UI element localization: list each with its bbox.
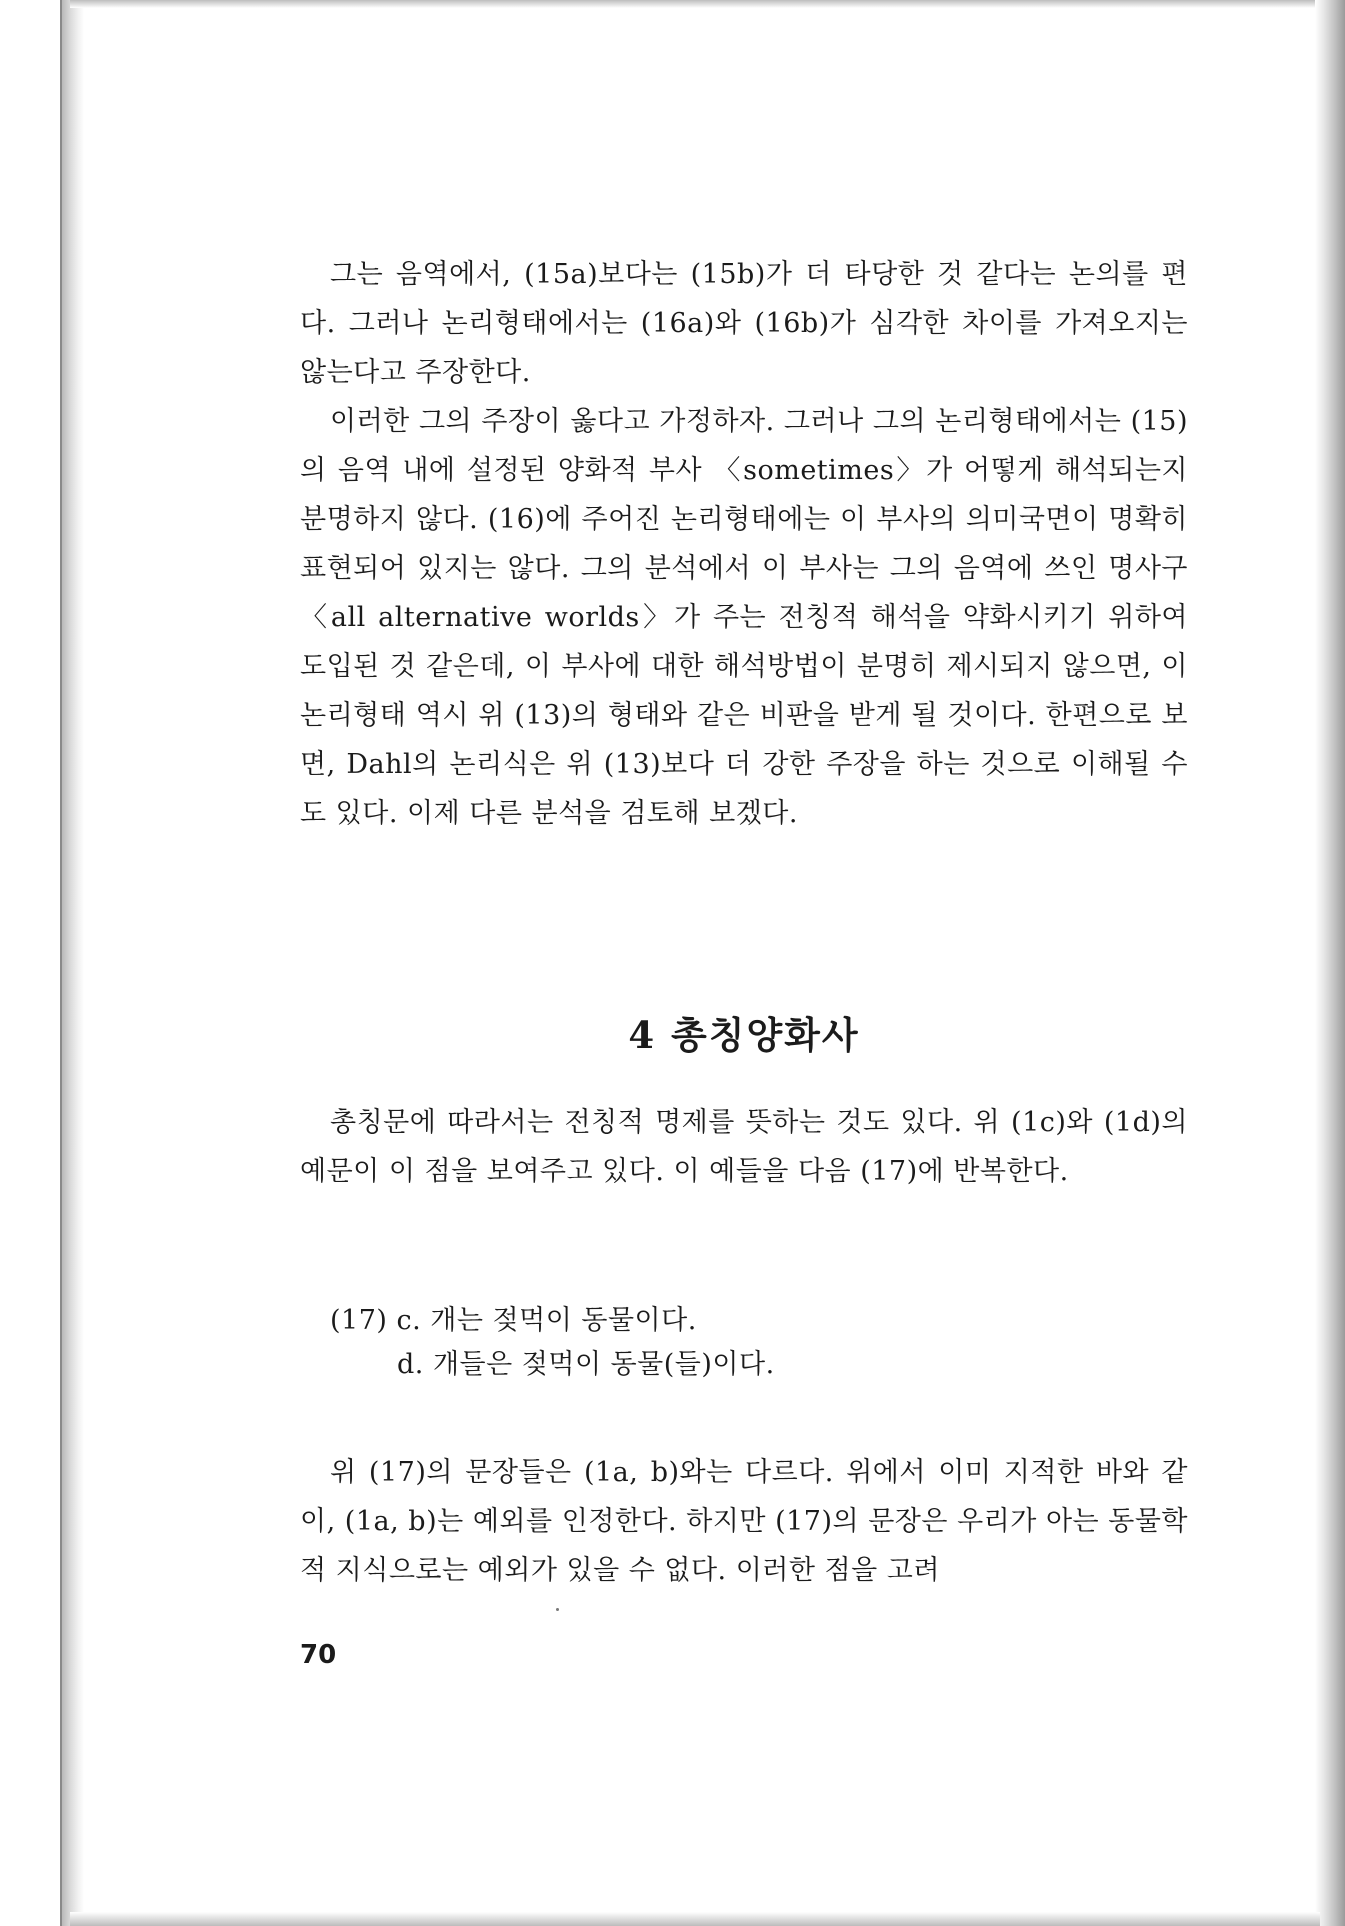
paragraph-1: 그는 음역에서, (15a)보다는 (15b)가 더 타당한 것 같다는 논의를 편다. 그러나 논리형태에서는 (16a)와 (16b)가 심각한 차이를 가져오지는 않는다고 주장한다. bbox=[300, 259, 1188, 388]
page-bottom-edge bbox=[70, 1912, 1320, 1926]
paragraph-4: 위 (17)의 문장들은 (1a, b)와는 다르다. 위에서 이미 지적한 바와 같이, (1a, b)는 예외를 인정한다. 하지만 (17)의 문장은 우리가 아는 동물학적 지식으로는 예외가 있을 수 없다. 이러한 점을 고려 bbox=[300, 1457, 1188, 1586]
page-right-edge bbox=[1315, 0, 1345, 1926]
paragraph-2: 이러한 그의 주장이 옳다고 가정하자. 그러나 그의 논리형태에서는 (15)의 음역 내에 설정된 양화적 부사 〈sometimes〉가 어떻게 해석되는지 분명하지 않다. (16)에 주어진 논리형태에는 이 부사의 의미국면이 명확히 표현되어 있지는 않다. 그의 분석에서 이 부사는 그의 음역에 쓰인 명사구 〈all alternative worlds〉가 주는 전칭적 해석을 약화시키기 위하여 도입된 것 같은데, 이 부사에 대한 해석방법이 분명히 제시되지 않으면, 이 논리형태 역시 위 (13)의 형태와 같은 비판을 받게 될 것이다. 한편으로 보면, Dahl의 논리식은 위 (13)보다 더 강한 주장을 하는 것으로 이해될 수도 있다. 이제 다른 분석을 검토해 보겠다. bbox=[300, 406, 1188, 829]
section-text-block bbox=[300, 1098, 1188, 1196]
section-heading: 4 총칭양화사 bbox=[628, 1013, 860, 1057]
example-line-c: (17) c. 개는 젖먹이 동물이다. bbox=[330, 1305, 697, 1336]
scan-speck bbox=[556, 1608, 559, 1611]
page-left-edge bbox=[60, 0, 84, 1926]
bottom-text-block bbox=[300, 1448, 1188, 1595]
paragraph-3: 총칭문에 따라서는 전칭적 명제를 뜻하는 것도 있다. 위 (1c)와 (1d)의 예문이 이 점을 보여주고 있다. 이 예들을 다음 (17)에 반복한다. bbox=[300, 1107, 1188, 1187]
page-top-edge bbox=[70, 0, 1320, 8]
top-text-block bbox=[300, 250, 1188, 838]
example-17 bbox=[330, 1299, 1180, 1387]
example-line-d: d. 개들은 젖먹이 동물(들)이다. bbox=[397, 1349, 775, 1380]
page-number: 70 bbox=[300, 1640, 337, 1670]
